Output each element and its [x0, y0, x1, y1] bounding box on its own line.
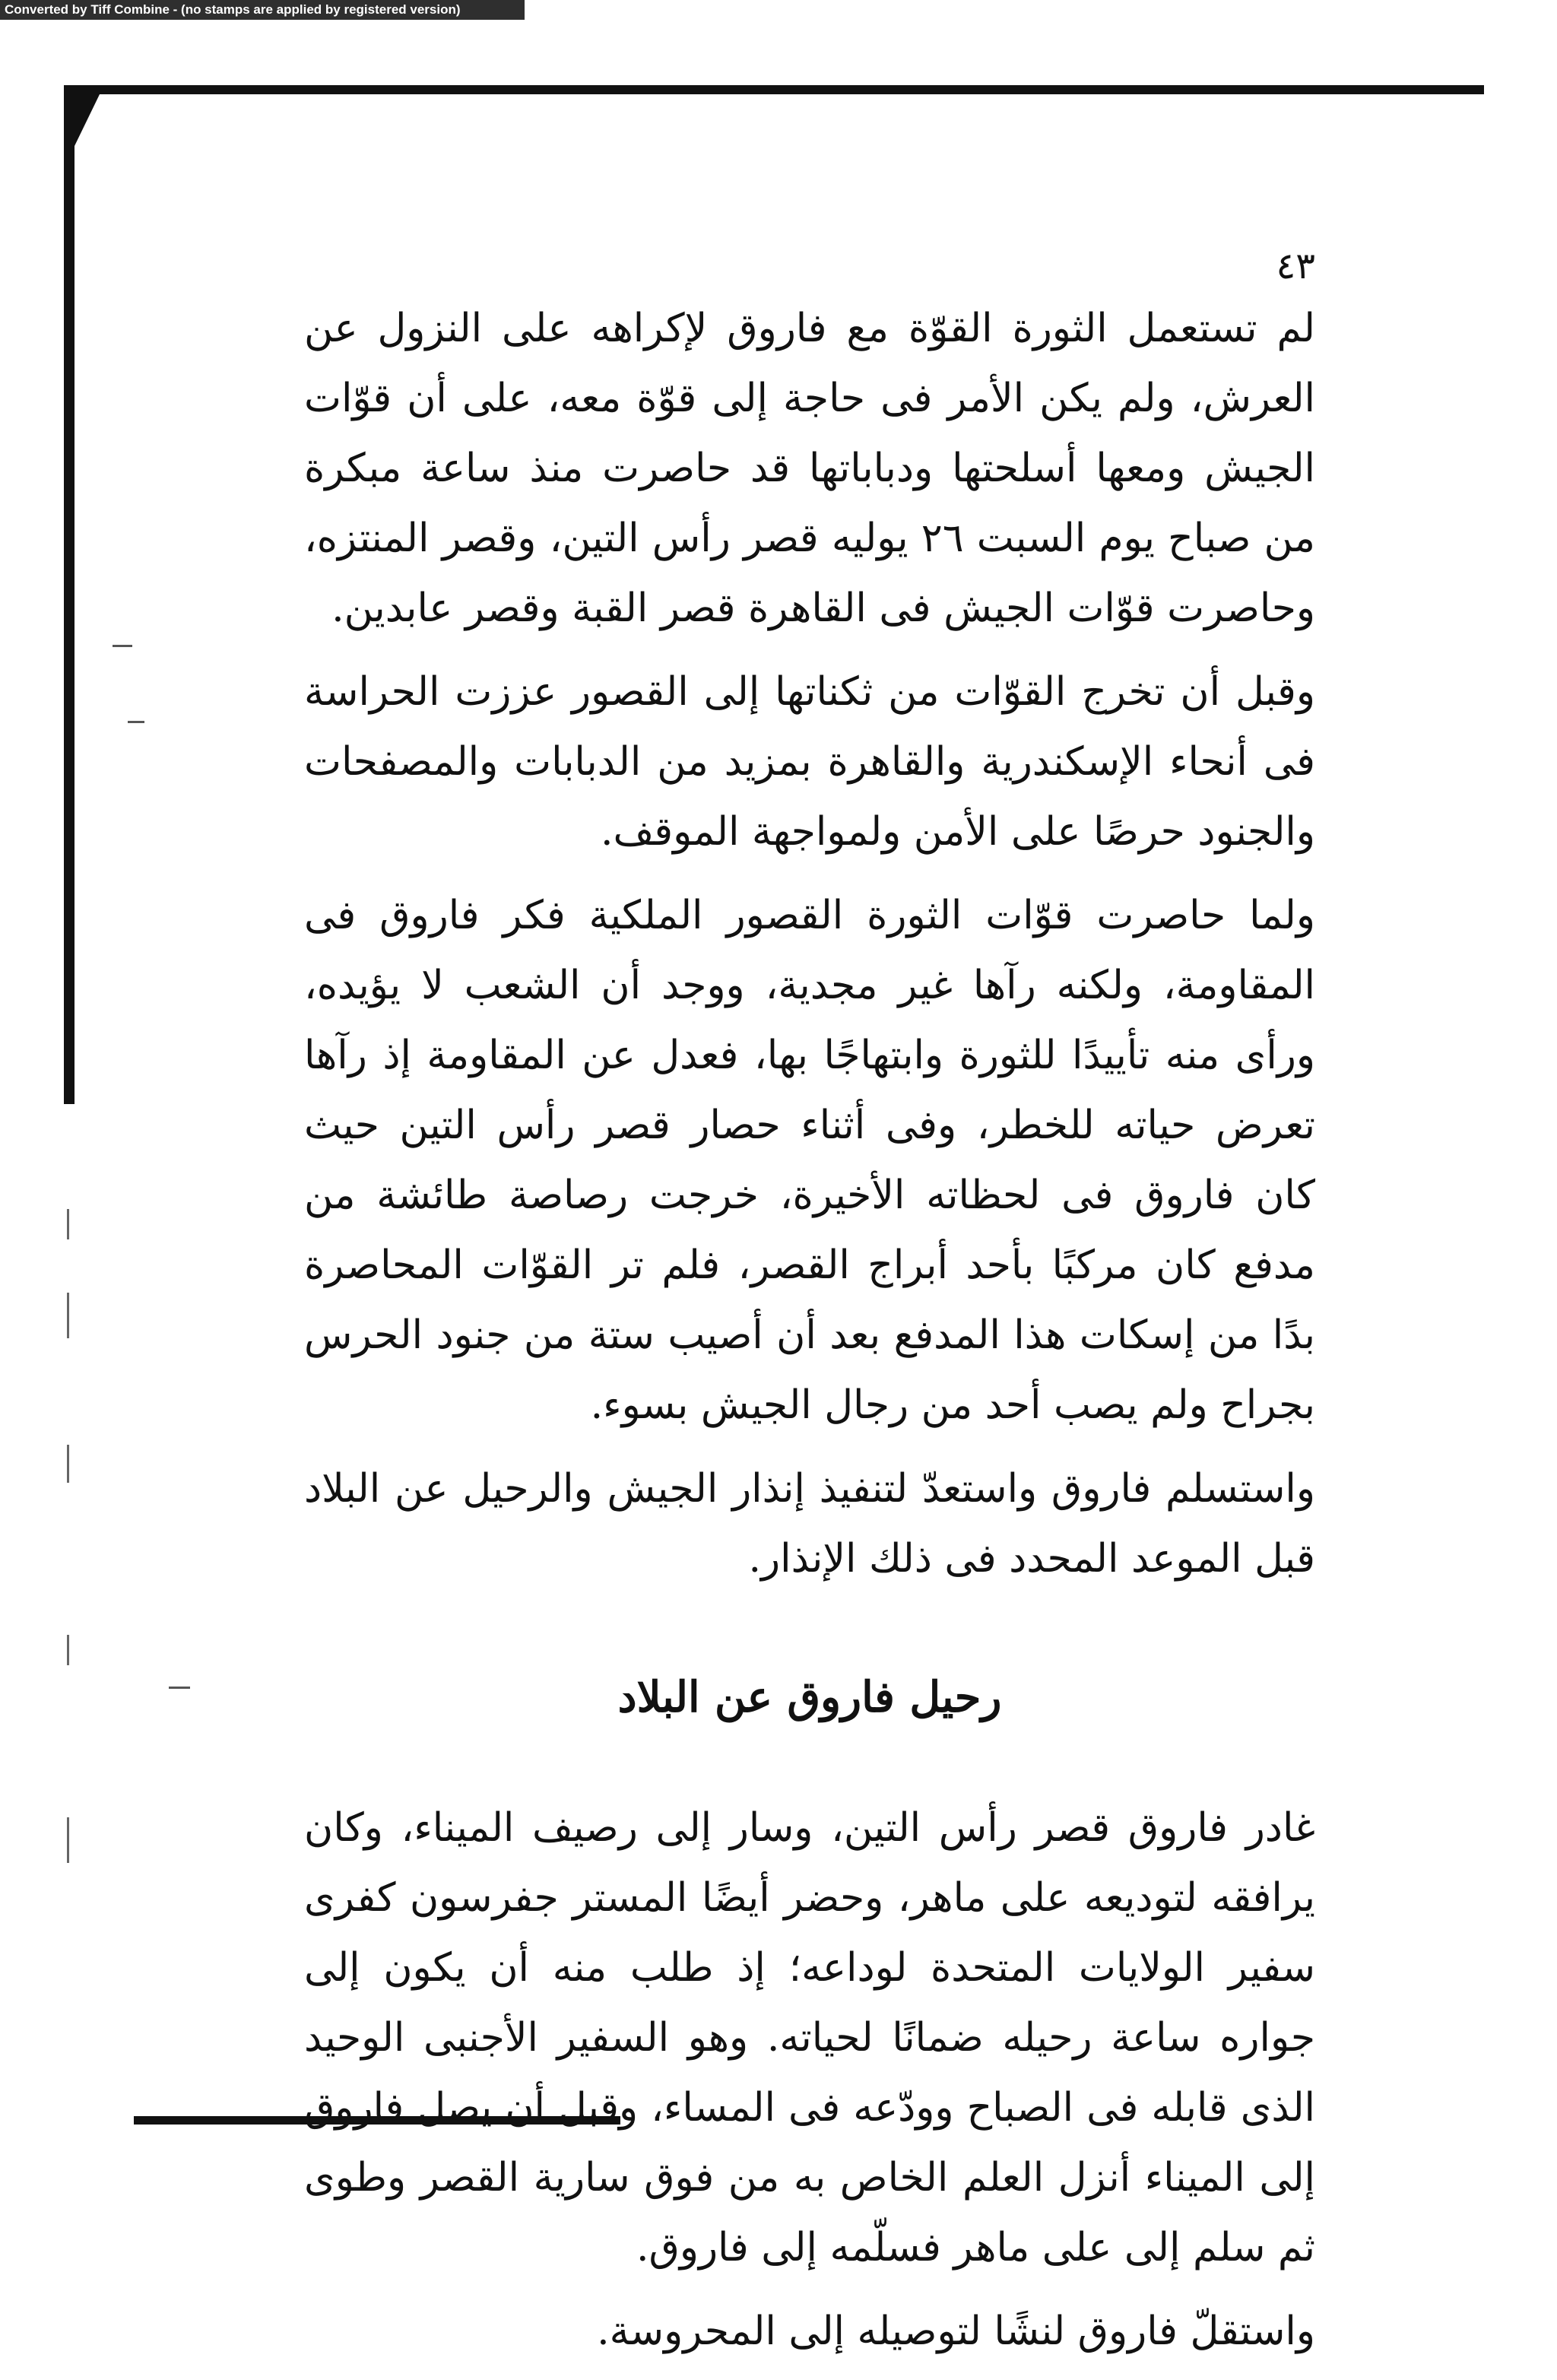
page-number: ٤٣ — [1276, 245, 1315, 287]
section-heading: رحيل فاروق عن البلاد — [617, 1672, 1002, 1722]
margin-mark — [67, 1635, 69, 1665]
paragraph: وقبل أن تخرج القوّات من ثكناتها إلى القصور عززت الحراسة فى أنحاء الإسكندرية والقاهرة بمزيد من الدبابات والمصفحات والجنود حرصًا على الأمن ولمواجهة الموقف. — [304, 669, 1315, 855]
paragraph: لم تستعمل الثورة القوّة مع فاروق لإكراهه على النزول عن العرش، ولم يكن الأمر فى حاجة إلى قوّة معه، على أن قوّات الجيش ومعها أسلحتها ودباباتها قد حاصرت منذ ساعة مبكرة من صباح يوم السبت ٢٦ يوليه قصر رأس التين، وقصر المنتزه، وحاصرت قوّات الجيش فى القاهرة قصر القبة وقصر عابدين. — [304, 306, 1315, 631]
paragraph: غادر فاروق قصر رأس التين، وسار إلى رصيف الميناء، وكان يرافقه لتوديعه على ماهر، وحضر أيضًا المستر جفرسون كفرى سفير الولايات المتحدة لوداعه؛ إذ طلب منه أن يكون إلى جواره ساعة رحيله ضمانًا لحياته. وهو السفير الأجنبى الوحيد الذى قابله فى الصباح وودّعه فى المساء، وقبل أن يصل فاروق إلى الميناء أنزل العلم الخاص به من فوق سارية القصر وطوى ثم سلم إلى على ماهر فسلّمه إلى فاروق. — [304, 1805, 1315, 2271]
converter-banner: Converted by Tiff Combine - (no stamps are applied by registered version) — [0, 0, 525, 20]
margin-mark — [67, 1293, 69, 1338]
corner-ornament — [75, 93, 100, 146]
margin-mark — [128, 721, 144, 723]
paragraph: واستسلم فاروق واستعدّ لتنفيذ إنذار الجيش والرحيل عن البلاد قبل الموعد المحدد فى ذلك الإنذار. — [304, 1466, 1315, 1582]
paragraph: ولما حاصرت قوّات الثورة القصور الملكية فكر فاروق فى المقاومة، ولكنه رآها غير مجدية، ووجد أن الشعب لا يؤيده، ورأى منه تأييدًا للثورة وابتهاجًا بها، فعدل عن المقاومة إذ رآها تعرض حياته للخطر، وفى أثناء حصار قصر رأس التين حيث كان فاروق فى لحظاته الأخيرة، خرجت رصاصة طائشة من مدفع كان مركبًا بأحد أبراج القصر، فلم تر القوّات المحاصرة بدًا من إسكات هذا المدفع بعد أن أصيب ستة من جنود الحرس بجراح ولم يصب أحد من رجال الجيش بسوء. — [304, 893, 1315, 1428]
margin-mark — [67, 1445, 69, 1483]
margin-mark — [113, 645, 132, 647]
paragraph: واستقلّ فاروق لنشًا لتوصيله إلى المحروسة. — [597, 2309, 1315, 2354]
left-border-rule — [64, 85, 75, 1104]
margin-mark — [67, 1817, 69, 1863]
margin-mark — [67, 1209, 69, 1239]
top-border-rule — [64, 85, 1484, 94]
margin-mark — [169, 1687, 190, 1689]
page-text — [304, 243, 1315, 2380]
